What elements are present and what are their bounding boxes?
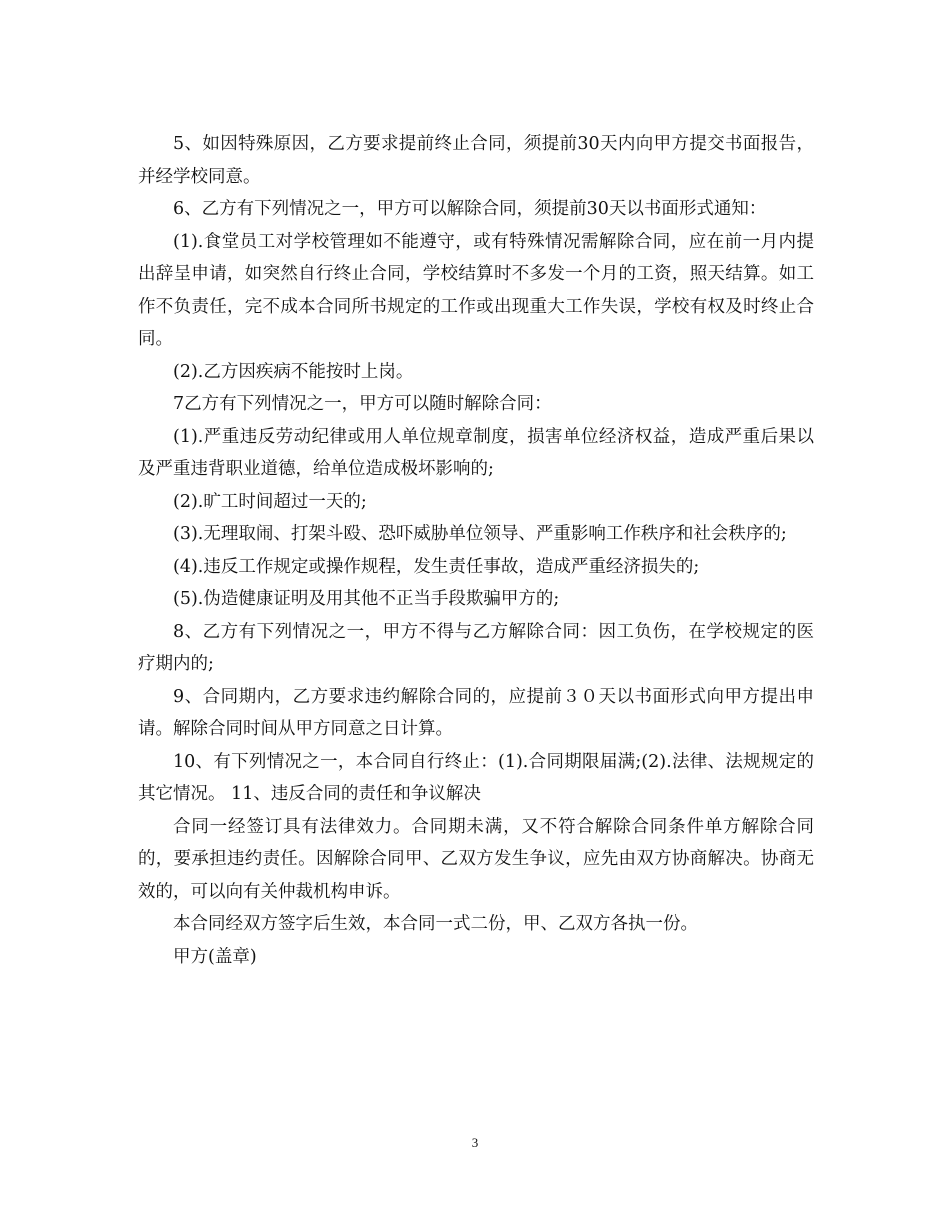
paragraph: (1).严重违反劳动纪律或用人单位规章制度，损害单位经济权益，造成严重后果以及严重违背职业道德，给单位造成极坏影响的;	[138, 426, 814, 479]
paragraph: 本合同经双方签字后生效，本合同一式二份，甲、乙双方各执一份。	[173, 914, 698, 934]
paragraph: (5).伪造健康证明及用其他不正当手段欺骗甲方的;	[173, 589, 560, 609]
paragraph: 5、如因特殊原因，乙方要求提前终止合同，须提前30天内向甲方提交书面报告，并经学校同意。	[138, 134, 814, 187]
signature-line: 甲方(盖章)	[173, 946, 257, 967]
paragraph: 10、有下列情况之一，本合同自行终止：(1).合同期限届满;(2).法律、法规规定的其它情况。 11、违反合同的责任和争议解决	[138, 751, 814, 804]
paragraph: (4).违反工作规定或操作规程，发生责任事故，造成严重经济损失的;	[173, 556, 700, 577]
paragraph: 6、乙方有下列情况之一，甲方可以解除合同，须提前30天以书面形式通知：	[173, 199, 767, 219]
paragraph: (3).无理取闹、打架斗殴、恐吓威胁单位领导、严重影响工作秩序和社会秩序的;	[173, 524, 787, 544]
paragraph: (2).乙方因疾病不能按时上岗。	[173, 361, 414, 382]
page-number: 3	[471, 1135, 479, 1150]
paragraph: (2).旷工时间超过一天的;	[173, 491, 367, 512]
paragraph: 9、合同期内，乙方要求违约解除合同的，应提前３０天以书面形式向甲方提出申请。解除合同时间从甲方同意之日计算。	[138, 686, 814, 739]
paragraph: 合同一经签订具有法律效力。合同期未满，又不符合解除合同条件单方解除合同的，要承担违约责任。因解除合同甲、乙双方发生争议，应先由双方协商解决。协商无效的，可以向有关仲裁机构申诉。	[138, 816, 814, 902]
paragraph: 7乙方有下列情况之一，甲方可以随时解除合同：	[173, 394, 552, 414]
paragraph: (1).食堂员工对学校管理如不能遵守，或有特殊情况需解除合同，应在前一月内提出辞呈申请，如突然自行终止合同，学校结算时不多发一个月的工资，照天结算。如工作不负责任，完不成本合同所书规定的工作或出现重大工作失误，学校有权及时终止合同。	[138, 231, 814, 349]
document-body	[138, 128, 814, 973]
paragraph: 8、乙方有下列情况之一，甲方不得与乙方解除合同：因工负伤，在学校规定的医疗期内的;	[138, 621, 814, 674]
